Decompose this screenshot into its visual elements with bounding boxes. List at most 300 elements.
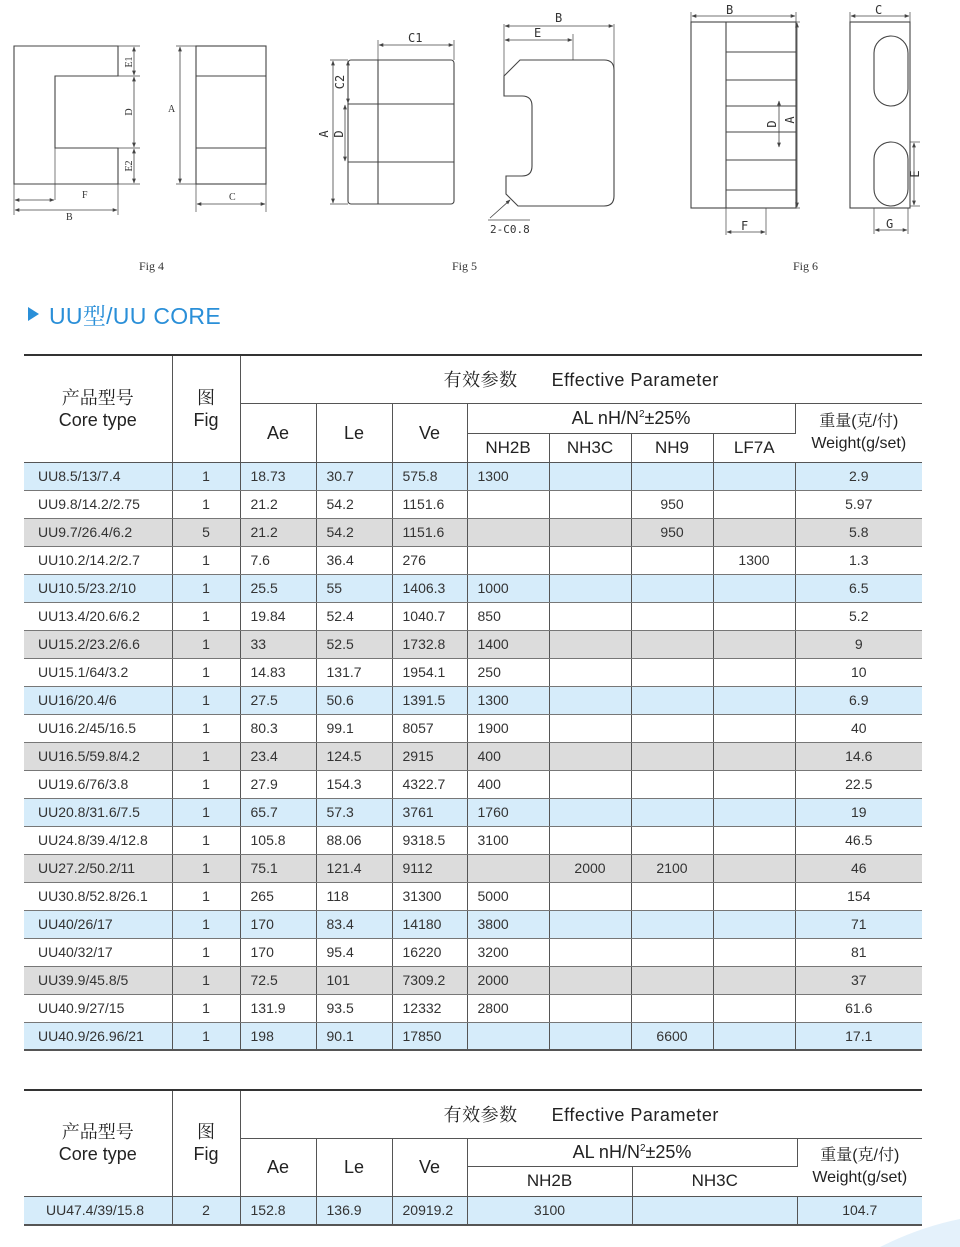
- cell-ve: 3761: [392, 798, 467, 826]
- cell-nh3c: [549, 966, 631, 994]
- fig5-label-a: A: [317, 130, 331, 138]
- cell-nh3c: [549, 546, 631, 574]
- cell-core-type: UU16/20.4/6: [24, 686, 172, 714]
- cell-weight: 22.5: [795, 770, 922, 798]
- cell-core-type: UU30.8/52.8/26.1: [24, 882, 172, 910]
- cell-lf7a: 1300: [713, 546, 795, 574]
- cell-fig: 1: [172, 798, 240, 826]
- cell-core-type: UU13.4/20.6/6.2: [24, 602, 172, 630]
- cell-ae: 27.5: [240, 686, 316, 714]
- table-row: [24, 882, 922, 910]
- cell-nh9: [631, 966, 713, 994]
- header-fig: [172, 355, 240, 462]
- cell-nh9: [631, 798, 713, 826]
- cell-lf7a: [713, 938, 795, 966]
- cell-weight: 40: [795, 714, 922, 742]
- cell-nh3c: [549, 602, 631, 630]
- fig4-label-e1: E1: [124, 56, 135, 68]
- cell-nh9: 6600: [631, 1022, 713, 1050]
- cell-ve: 276: [392, 546, 467, 574]
- cell-fig: 1: [172, 546, 240, 574]
- header-weight-en: Weight(g/set): [811, 434, 907, 452]
- cell-nh9: [631, 994, 713, 1022]
- cell-lf7a: [713, 714, 795, 742]
- cell-le: 50.6: [316, 686, 392, 714]
- cell-lf7a: [713, 826, 795, 854]
- cell-ve: 1151.6: [392, 490, 467, 518]
- corner-decoration: [840, 1217, 960, 1247]
- cell-weight: 2.9: [795, 462, 922, 490]
- cell-fig: 1: [172, 938, 240, 966]
- header-ve: Ve: [392, 403, 467, 462]
- cell-nh2b: 400: [467, 742, 549, 770]
- cell-nh3c: [549, 826, 631, 854]
- cell-weight: 5.8: [795, 518, 922, 546]
- cell-nh9: [631, 630, 713, 658]
- header-al: [467, 403, 795, 433]
- cell-nh2b: 250: [467, 658, 549, 686]
- t2-header-effective-parameter: [240, 1090, 922, 1138]
- cell-nh9: [631, 826, 713, 854]
- fig4-label-f: F: [82, 190, 88, 201]
- cell-nh9: [631, 602, 713, 630]
- t2-header-core-type-en: Core type: [58, 1144, 137, 1165]
- cell-weight: 17.1: [795, 1022, 922, 1050]
- header-le: Le: [316, 403, 392, 462]
- table-row: [24, 770, 922, 798]
- cell-le: 121.4: [316, 854, 392, 882]
- fig6-drawing: [691, 12, 920, 235]
- cell-ae: 21.2: [240, 490, 316, 518]
- cell-weight: 10: [795, 658, 922, 686]
- table-row: [24, 658, 922, 686]
- cell-fig: 1: [172, 770, 240, 798]
- cell-weight: 5.97: [795, 490, 922, 518]
- uu-core-table-fig2: [24, 1089, 922, 1226]
- cell-lf7a: [713, 518, 795, 546]
- cell-fig: 1: [172, 854, 240, 882]
- cell-ae: 105.8: [240, 826, 316, 854]
- header-effective-zh: 有效参数: [443, 370, 518, 391]
- cell-ae: 18.73: [240, 462, 316, 490]
- cell-lf7a: [713, 966, 795, 994]
- cell-nh2b: 1400: [467, 630, 549, 658]
- table-row: [24, 1022, 922, 1050]
- header-material-nh2b: NH2B: [467, 433, 549, 462]
- cell-le: 136.9: [316, 1196, 392, 1225]
- table-row: [24, 966, 922, 994]
- cell-core-type: UU16.2/45/16.5: [24, 714, 172, 742]
- cell-core-type: UU40/26/17: [24, 910, 172, 938]
- cell-nh2b: [467, 518, 549, 546]
- cell-ve: 2915: [392, 742, 467, 770]
- cell-ve: 17850: [392, 1022, 467, 1050]
- cell-nh9: [631, 546, 713, 574]
- cell-core-type: UU19.6/76/3.8: [24, 770, 172, 798]
- cell-nh9: 2100: [631, 854, 713, 882]
- t2-header-fig-en: Fig: [193, 1144, 219, 1165]
- cell-nh3c: [549, 686, 631, 714]
- cell-nh9: [631, 910, 713, 938]
- cell-le: 54.2: [316, 490, 392, 518]
- fig4-drawing: [14, 46, 266, 215]
- fig5-label-e: E: [534, 26, 542, 40]
- header-weight-zh: 重量(克/付): [819, 412, 899, 430]
- cell-fig: 1: [172, 686, 240, 714]
- header-al-prefix: AL nH/N: [571, 407, 639, 428]
- section-title-text: UU型/UU CORE: [49, 302, 221, 329]
- table-row: [24, 686, 922, 714]
- cell-lf7a: [713, 1022, 795, 1050]
- cell-nh2b: 2000: [467, 966, 549, 994]
- cell-core-type: UU20.8/31.6/7.5: [24, 798, 172, 826]
- cell-fig: 1: [172, 1022, 240, 1050]
- fig5-label-d: D: [332, 130, 346, 138]
- fig6-caption: Fig 6: [793, 259, 819, 273]
- cell-weight: 154: [795, 882, 922, 910]
- cell-lf7a: [713, 490, 795, 518]
- table-row: [24, 910, 922, 938]
- cell-nh2b: 1760: [467, 798, 549, 826]
- table-row: [24, 854, 922, 882]
- cell-weight: 71: [795, 910, 922, 938]
- cell-core-type: UU9.8/14.2/2.75: [24, 490, 172, 518]
- table-row: [24, 742, 922, 770]
- t2-header-ae: Ae: [240, 1138, 316, 1196]
- cell-nh9: [631, 882, 713, 910]
- cell-le: 99.1: [316, 714, 392, 742]
- cell-core-type: UU16.5/59.8/4.2: [24, 742, 172, 770]
- cell-nh2b: 3100: [467, 1196, 632, 1225]
- cell-nh9: [631, 742, 713, 770]
- cell-core-type: UU27.2/50.2/11: [24, 854, 172, 882]
- header-effective-en: Effective Parameter: [551, 370, 719, 391]
- cell-ve: 1732.8: [392, 630, 467, 658]
- cell-ae: 265: [240, 882, 316, 910]
- header-fig-en: Fig: [193, 409, 219, 430]
- cell-lf7a: [713, 854, 795, 882]
- cell-lf7a: [713, 994, 795, 1022]
- cell-ae: 75.1: [240, 854, 316, 882]
- cell-nh2b: [467, 854, 549, 882]
- cell-ae: 80.3: [240, 714, 316, 742]
- cell-ve: 575.8: [392, 462, 467, 490]
- table-row: [24, 574, 922, 602]
- cell-nh3c: [549, 742, 631, 770]
- fig6-label-a: A: [783, 116, 797, 124]
- fig6-label-e: E: [908, 170, 922, 178]
- cell-nh9: [631, 770, 713, 798]
- cell-nh2b: 1300: [467, 686, 549, 714]
- cell-nh9: [631, 938, 713, 966]
- cell-lf7a: [713, 742, 795, 770]
- cell-nh9: [631, 658, 713, 686]
- cell-ae: 7.6: [240, 546, 316, 574]
- cell-nh2b: [467, 546, 549, 574]
- cell-nh2b: 2800: [467, 994, 549, 1022]
- table-row: [24, 994, 922, 1022]
- cell-lf7a: [713, 462, 795, 490]
- t2-header-ve: Ve: [392, 1138, 467, 1196]
- uu-core-table-fig2-body: [24, 1196, 922, 1225]
- cell-le: 95.4: [316, 938, 392, 966]
- cell-nh2b: 3200: [467, 938, 549, 966]
- cell-ve: 20919.2: [392, 1196, 467, 1225]
- cell-nh3c: [549, 910, 631, 938]
- cell-nh2b: 3800: [467, 910, 549, 938]
- cell-le: 57.3: [316, 798, 392, 826]
- cell-weight: 19: [795, 798, 922, 826]
- cell-le: 154.3: [316, 770, 392, 798]
- cell-le: 36.4: [316, 546, 392, 574]
- cell-nh2b: 1000: [467, 574, 549, 602]
- cell-core-type: UU40.9/27/15: [24, 994, 172, 1022]
- cell-core-type: UU10.2/14.2/2.7: [24, 546, 172, 574]
- cell-weight: 6.5: [795, 574, 922, 602]
- cell-le: 30.7: [316, 462, 392, 490]
- header-fig-zh: 图: [197, 387, 215, 408]
- cell-nh3c: [549, 938, 631, 966]
- cell-weight: 6.9: [795, 686, 922, 714]
- cell-fig: 1: [172, 490, 240, 518]
- cell-nh3c: [549, 630, 631, 658]
- cell-nh3c: [549, 1022, 631, 1050]
- table-row: [24, 546, 922, 574]
- cell-nh3c: [632, 1196, 797, 1225]
- cell-ve: 9318.5: [392, 826, 467, 854]
- cell-ae: 19.84: [240, 602, 316, 630]
- cell-le: 90.1: [316, 1022, 392, 1050]
- cell-ae: 25.5: [240, 574, 316, 602]
- cell-le: 124.5: [316, 742, 392, 770]
- cell-le: 52.5: [316, 630, 392, 658]
- cell-core-type: UU40/32/17: [24, 938, 172, 966]
- cell-weight: 46: [795, 854, 922, 882]
- cell-fig: 1: [172, 658, 240, 686]
- cell-nh2b: 1900: [467, 714, 549, 742]
- cell-nh9: [631, 462, 713, 490]
- cell-weight: 61.6: [795, 994, 922, 1022]
- fig6-label-c: C: [875, 3, 883, 17]
- cell-nh3c: [549, 714, 631, 742]
- cell-le: 88.06: [316, 826, 392, 854]
- cell-fig: 1: [172, 630, 240, 658]
- cell-ae: 23.4: [240, 742, 316, 770]
- t2-header-material-nh2b: NH2B: [467, 1166, 632, 1196]
- cell-ae: 131.9: [240, 994, 316, 1022]
- table-row: [24, 630, 922, 658]
- header-core-type-en: Core type: [58, 409, 137, 430]
- fig6-label-d: D: [765, 120, 779, 128]
- cell-ae: 72.5: [240, 966, 316, 994]
- cell-lf7a: [713, 658, 795, 686]
- cell-weight: 14.6: [795, 742, 922, 770]
- fig5-label-c1: C1: [408, 31, 423, 45]
- cell-lf7a: [713, 602, 795, 630]
- cell-ve: 9112: [392, 854, 467, 882]
- cell-ve: 31300: [392, 882, 467, 910]
- header-material-nh9: NH9: [631, 433, 713, 462]
- cell-weight: 1.3: [795, 546, 922, 574]
- cell-core-type: UU9.7/26.4/6.2: [24, 518, 172, 546]
- fig4-caption: Fig 4: [139, 259, 165, 273]
- cell-nh2b: 5000: [467, 882, 549, 910]
- cell-nh3c: [549, 462, 631, 490]
- header-al-suffix: ±25%: [644, 407, 691, 428]
- cell-nh3c: [549, 658, 631, 686]
- cell-nh2b: 3100: [467, 826, 549, 854]
- cell-ae: 14.83: [240, 658, 316, 686]
- cell-le: 93.5: [316, 994, 392, 1022]
- t2-header-le: Le: [316, 1138, 392, 1196]
- cell-nh3c: [549, 574, 631, 602]
- cell-core-type: UU15.2/23.2/6.6: [24, 630, 172, 658]
- cell-weight: 104.7: [797, 1196, 922, 1225]
- cell-weight: 37: [795, 966, 922, 994]
- t2-header-core-type: [24, 1090, 172, 1196]
- cell-ve: 1406.3: [392, 574, 467, 602]
- header-material-lf7a: LF7A: [713, 433, 795, 462]
- cell-fig: 1: [172, 966, 240, 994]
- fig4-label-b: B: [66, 212, 73, 223]
- t2-header-al-suffix: ±25%: [645, 1141, 692, 1162]
- t2-header-effective-zh: 有效参数: [443, 1105, 518, 1126]
- table-row: [24, 462, 922, 490]
- cell-fig: 2: [172, 1196, 240, 1225]
- cell-le: 52.4: [316, 602, 392, 630]
- header-core-type-zh: 产品型号: [61, 387, 134, 408]
- cell-le: 54.2: [316, 518, 392, 546]
- cell-le: 118: [316, 882, 392, 910]
- cell-ae: 65.7: [240, 798, 316, 826]
- cell-ve: 1151.6: [392, 518, 467, 546]
- cell-ve: 14180: [392, 910, 467, 938]
- cell-nh9: [631, 686, 713, 714]
- cell-lf7a: [713, 798, 795, 826]
- t2-header-weight: [797, 1138, 922, 1196]
- t2-header-material-nh3c: NH3C: [632, 1166, 797, 1196]
- cell-core-type: UU8.5/13/7.4: [24, 462, 172, 490]
- cell-ae: 170: [240, 910, 316, 938]
- cell-nh9: 950: [631, 518, 713, 546]
- cell-core-type: UU10.5/23.2/10: [24, 574, 172, 602]
- t2-header-fig: [172, 1090, 240, 1196]
- fig6-label-b: B: [726, 3, 734, 17]
- fig5-label-b: B: [555, 11, 563, 25]
- cell-nh2b: 850: [467, 602, 549, 630]
- cell-nh3c: [549, 518, 631, 546]
- t2-header-weight-en: Weight(g/set): [812, 1169, 908, 1186]
- cell-ve: 1391.5: [392, 686, 467, 714]
- fig4-label-e2: E2: [124, 160, 135, 172]
- cell-nh2b: 1300: [467, 462, 549, 490]
- header-weight: [795, 403, 922, 462]
- cell-nh9: 950: [631, 490, 713, 518]
- cell-core-type: UU40.9/26.96/21: [24, 1022, 172, 1050]
- cell-lf7a: [713, 770, 795, 798]
- t2-header-effective-en: Effective Parameter: [551, 1105, 719, 1126]
- cell-nh3c: [549, 490, 631, 518]
- header-ae: Ae: [240, 403, 316, 462]
- cell-fig: 1: [172, 714, 240, 742]
- cell-fig: 1: [172, 602, 240, 630]
- cell-ve: 12332: [392, 994, 467, 1022]
- fig4-label-a: A: [168, 104, 176, 115]
- cell-fig: 1: [172, 742, 240, 770]
- header-material-nh3c: NH3C: [549, 433, 631, 462]
- t2-header-al-sup: 2: [639, 1142, 646, 1154]
- cell-fig: 1: [172, 910, 240, 938]
- header-effective-parameter: [240, 355, 922, 403]
- cell-ve: 4322.7: [392, 770, 467, 798]
- uu-core-table: [24, 354, 922, 1051]
- cell-lf7a: [713, 882, 795, 910]
- cell-weight: 81: [795, 938, 922, 966]
- uu-core-table-body: [24, 462, 922, 1050]
- table-row: [24, 518, 922, 546]
- cell-core-type: UU47.4/39/15.8: [24, 1196, 172, 1225]
- cell-core-type: UU39.9/45.8/5: [24, 966, 172, 994]
- fig4-label-c: C: [229, 192, 236, 203]
- cell-nh9: [631, 714, 713, 742]
- section-title: [28, 300, 221, 328]
- cell-weight: 46.5: [795, 826, 922, 854]
- cell-fig: 1: [172, 574, 240, 602]
- t2-header-al-prefix: AL nH/N: [572, 1141, 640, 1162]
- table-row: [24, 1196, 922, 1225]
- cell-nh2b: 400: [467, 770, 549, 798]
- cell-le: 55: [316, 574, 392, 602]
- cell-nh3c: [549, 798, 631, 826]
- cell-core-type: UU15.1/64/3.2: [24, 658, 172, 686]
- cell-ae: 152.8: [240, 1196, 316, 1225]
- cell-lf7a: [713, 630, 795, 658]
- cell-nh3c: [549, 770, 631, 798]
- cell-ve: 8057: [392, 714, 467, 742]
- cell-fig: 5: [172, 518, 240, 546]
- cell-nh3c: 2000: [549, 854, 631, 882]
- cell-le: 131.7: [316, 658, 392, 686]
- table-row: [24, 714, 922, 742]
- core-drawings: [0, 0, 960, 290]
- triangle-icon: [28, 307, 39, 321]
- table-row: [24, 826, 922, 854]
- cell-ve: 1954.1: [392, 658, 467, 686]
- fig6-label-g: G: [886, 217, 894, 231]
- cell-weight: 5.2: [795, 602, 922, 630]
- cell-fig: 1: [172, 826, 240, 854]
- fig4-label-d: D: [124, 108, 135, 116]
- cell-fig: 1: [172, 462, 240, 490]
- header-al-sup: 2: [638, 408, 645, 420]
- cell-ve: 1040.7: [392, 602, 467, 630]
- t2-header-core-type-zh: 产品型号: [61, 1122, 134, 1143]
- cell-core-type: UU24.8/39.4/12.8: [24, 826, 172, 854]
- cell-nh3c: [549, 882, 631, 910]
- t2-header-weight-zh: 重量(克/付): [820, 1147, 900, 1164]
- cell-nh3c: [549, 994, 631, 1022]
- t2-header-fig-zh: 图: [197, 1122, 215, 1143]
- cell-ae: 21.2: [240, 518, 316, 546]
- cell-ae: 33: [240, 630, 316, 658]
- cell-nh9: [631, 574, 713, 602]
- table-row: [24, 602, 922, 630]
- fig5-drawing: [330, 24, 614, 220]
- fig6-label-f: F: [741, 219, 749, 233]
- cell-fig: 1: [172, 994, 240, 1022]
- cell-nh2b: [467, 490, 549, 518]
- cell-fig: 1: [172, 882, 240, 910]
